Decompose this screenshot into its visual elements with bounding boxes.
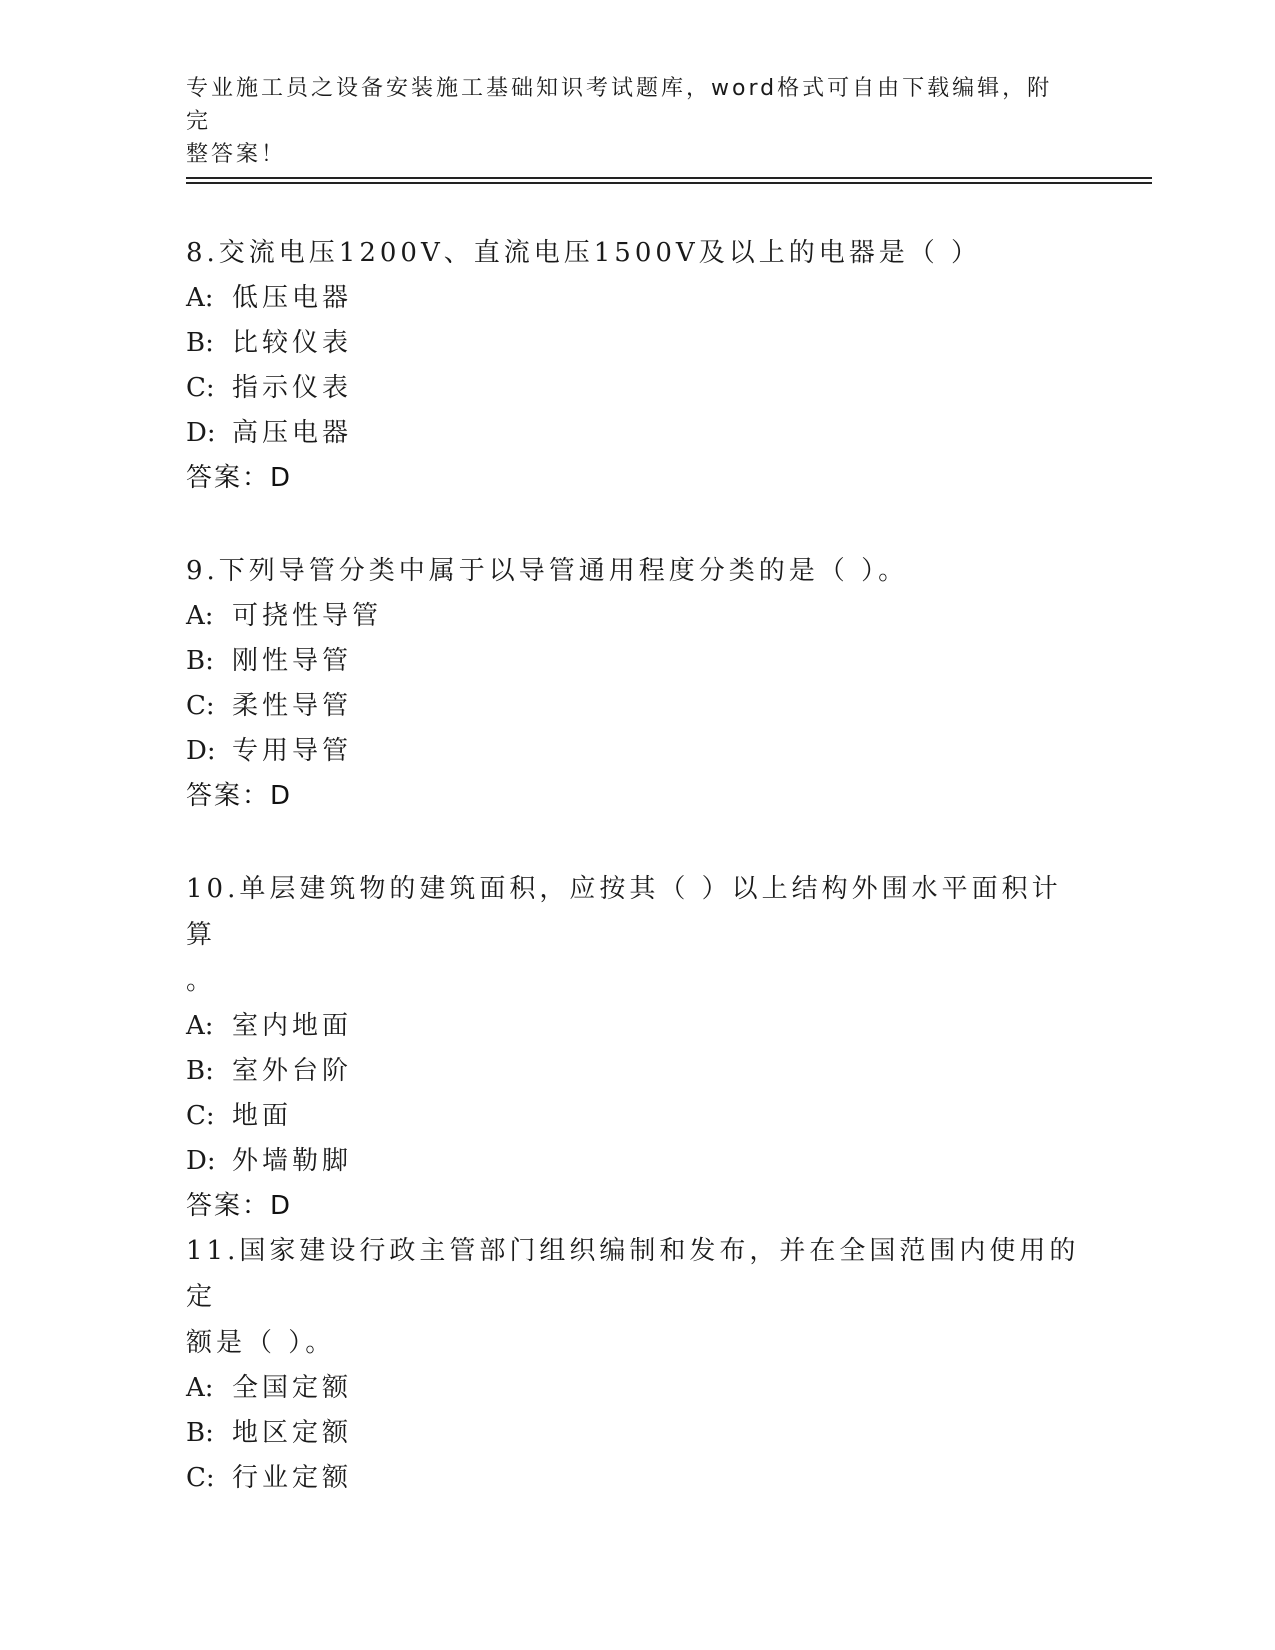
option-letter: D: — [186, 736, 216, 766]
option-d — [186, 729, 1086, 774]
option-text: 室内地面 — [232, 1011, 353, 1041]
option-letter: D: — [186, 1146, 216, 1176]
option-b — [186, 639, 1086, 684]
answer-label: 答案：D — [186, 781, 293, 811]
question-10 — [186, 866, 1086, 1229]
option-letter: C: — [186, 1101, 215, 1131]
option-c — [186, 684, 1086, 729]
option-text: 柔性导管 — [232, 691, 353, 721]
option-text: 地面 — [232, 1101, 293, 1131]
option-letter: C: — [186, 691, 215, 721]
option-text: 高压电器 — [232, 418, 353, 448]
question-text: 8.交流电压1200V、直流电压1500V及以上的电器是（ ） — [186, 238, 981, 268]
option-text: 低压电器 — [232, 283, 353, 313]
option-c — [186, 1456, 1086, 1501]
option-letter: A: — [186, 1373, 214, 1403]
option-text: 行业定额 — [232, 1463, 353, 1493]
question-text-line-1: 10.单层建筑物的建筑面积，应按其（ ）以上结构外围水平面积计算 — [186, 874, 1062, 950]
question-8 — [186, 230, 1086, 501]
question-text-line-2: 额是（ ）。 — [186, 1328, 336, 1358]
header-line-1: 专业施工员之设备安装施工基础知识考试题库，word格式可自由下载编辑，附完 — [186, 76, 1053, 134]
option-c — [186, 1094, 1086, 1139]
option-text: 地区定额 — [232, 1418, 353, 1448]
option-text: 可挠性导管 — [232, 601, 383, 631]
question-11 — [186, 1228, 1086, 1501]
option-b — [186, 1411, 1086, 1456]
option-b — [186, 321, 1086, 366]
option-text: 外墙勒脚 — [232, 1146, 353, 1176]
option-a — [186, 276, 1086, 321]
question-9 — [186, 548, 1086, 819]
header-divider-top — [186, 177, 1152, 179]
option-letter: A: — [186, 1011, 214, 1041]
option-d — [186, 411, 1086, 456]
option-a — [186, 1004, 1086, 1049]
option-letter: B: — [186, 1056, 214, 1086]
header-line-2: 整答案！ — [186, 142, 287, 167]
option-text: 室外台阶 — [232, 1056, 353, 1086]
option-letter: A: — [186, 283, 214, 313]
option-letter: C: — [186, 1463, 215, 1493]
answer-label: 答案：D — [186, 463, 293, 493]
question-text-line-1: 11.国家建设行政主管部门组织编制和发布，并在全国范围内使用的定 — [186, 1236, 1080, 1312]
option-text: 全国定额 — [232, 1373, 353, 1403]
option-text: 比较仪表 — [232, 328, 353, 358]
option-letter: B: — [186, 646, 214, 676]
option-letter: A: — [186, 601, 214, 631]
option-letter: B: — [186, 1418, 214, 1448]
option-text: 刚性导管 — [232, 646, 353, 676]
document-header — [186, 72, 1066, 171]
question-text: 9.下列导管分类中属于以导管通用程度分类的是（ ）。 — [186, 556, 909, 586]
header-divider-bottom — [186, 182, 1152, 184]
option-letter: D: — [186, 418, 216, 448]
option-a — [186, 1366, 1086, 1411]
option-text: 指示仪表 — [232, 373, 353, 403]
option-text: 专用导管 — [232, 736, 353, 766]
option-b — [186, 1049, 1086, 1094]
option-d — [186, 1139, 1086, 1184]
option-letter: C: — [186, 373, 215, 403]
option-letter: B: — [186, 328, 214, 358]
option-a — [186, 594, 1086, 639]
question-text-line-2: 。 — [186, 966, 217, 996]
answer-label: 答案：D — [186, 1191, 293, 1221]
option-c — [186, 366, 1086, 411]
